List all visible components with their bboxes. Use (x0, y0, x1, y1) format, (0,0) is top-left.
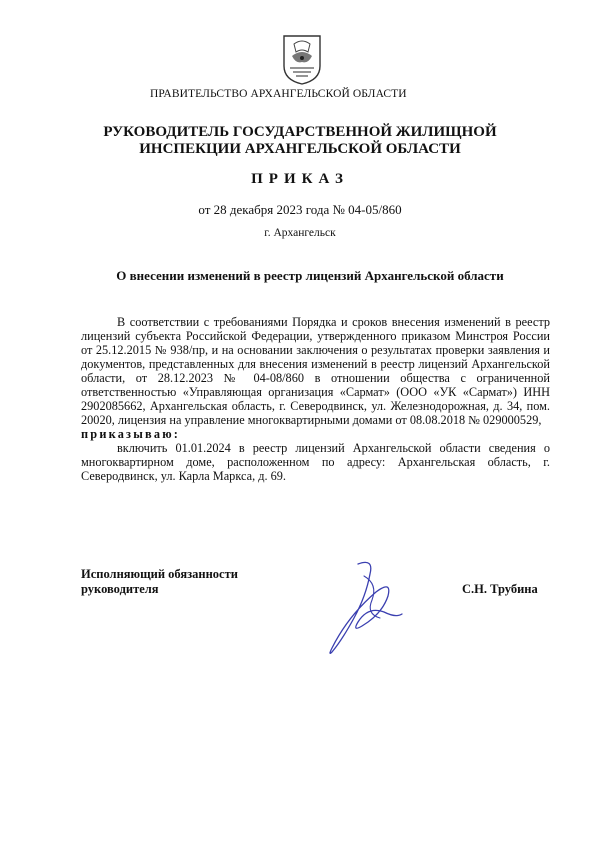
coat-of-arms-icon (282, 34, 322, 86)
order-body (81, 315, 550, 483)
authority-heading (80, 124, 520, 158)
order-title: ПРИКАЗ (251, 171, 349, 187)
handwritten-signature (318, 556, 408, 660)
government-name: ПРАВИТЕЛЬСТВО АРХАНГЕЛЬСКОЙ ОБЛАСТИ (150, 88, 407, 100)
ordered-word: приказываю: (81, 427, 181, 441)
position-line-1: Исполняющий обязанности (81, 567, 238, 581)
body-paragraph-2: включить 01.01.2024 в реестр лицензий Архангельской области сведения о многоквартирном доме, расположенном по адресу: Архангельская область, г. Северодвинск, ул. Карла Маркса, д. 69. (81, 441, 550, 483)
authority-line-2: ИНСПЕКЦИИ АРХАНГЕЛЬСКОЙ ОБЛАСТИ (139, 141, 461, 157)
order-subject: О внесении изменений в реестр лицензий Архангельской области (116, 268, 504, 283)
signatory-position (81, 567, 238, 597)
position-line-2: руководителя (81, 582, 159, 596)
signatory-name: С.Н. Трубина (462, 582, 538, 596)
order-city: г. Архангельск (264, 227, 336, 239)
body-paragraph-1: В соответствии с требованиями Порядка и сроков внесения изменений в реестр лицензий субъекта Российской Федерации, утвержденного приказом Минстроя России от 25.12.2015 № 938/пр, и на основании заключения о результатах проверки заявления и документов, представленных для внесения изменений в реестр лицензий Архангельской области, от 28.12.2023 № 04-08/860 в отношении общества с ограниченной ответственностью «Управляющая организация «Сармат» (ООО «УК «Сармат») ИНН 2902085662, Архангельская область, г. Северодвинск, ул. Железнодорожная, д. 34, пом. 20020, лицензия на управление многоквартирными домами от 08.08.2018 № 029000529, (81, 315, 550, 427)
order-date-number: от 28 декабря 2023 года № 04-05/860 (198, 202, 402, 217)
authority-line-1: РУКОВОДИТЕЛЬ ГОСУДАРСТВЕННОЙ ЖИЛИЩНОЙ (103, 124, 497, 140)
